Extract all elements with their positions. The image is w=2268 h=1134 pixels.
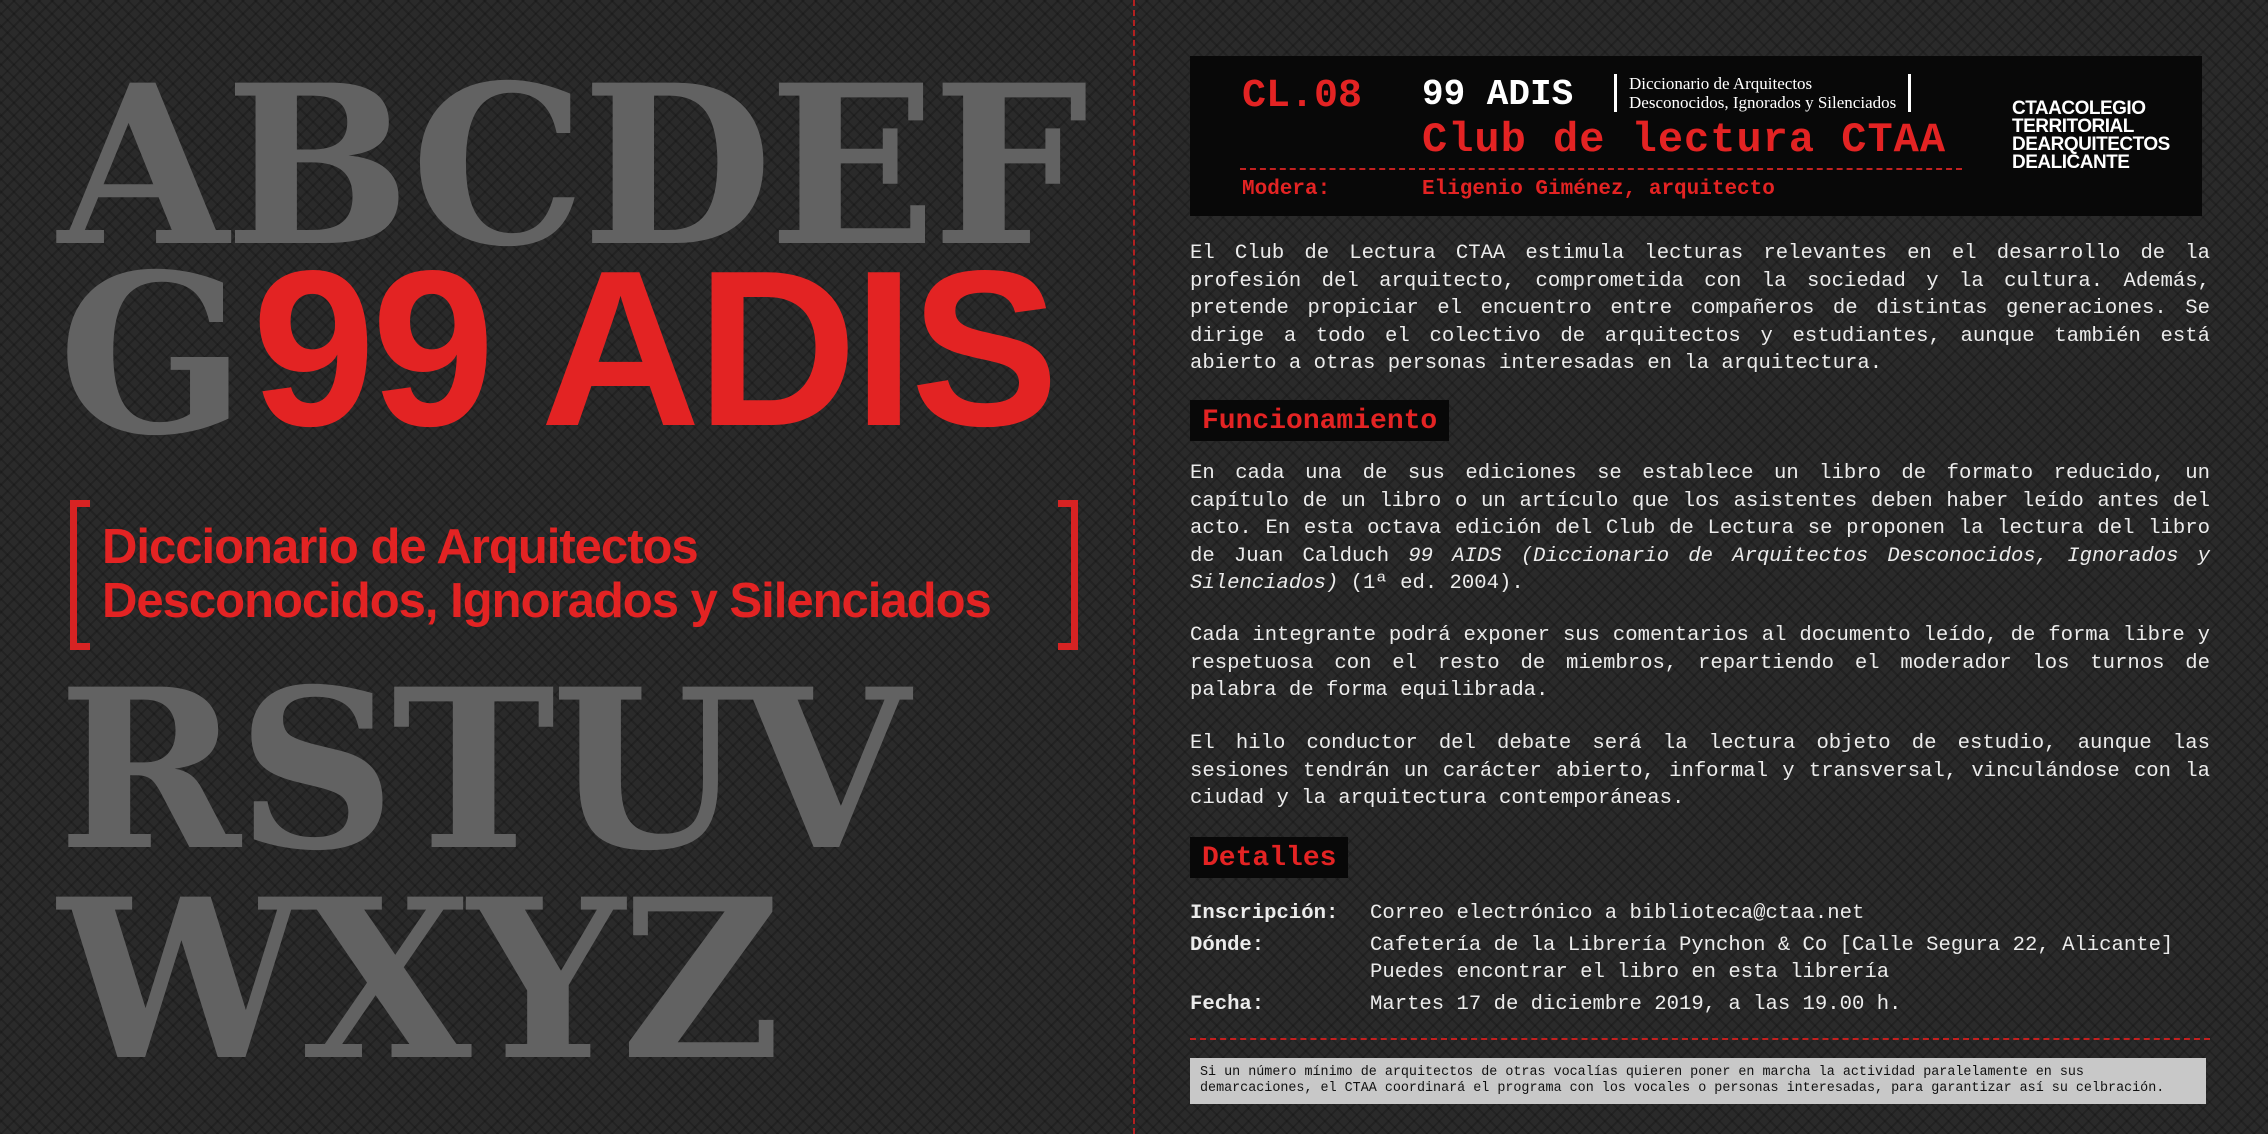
detail-value bbox=[1370, 932, 2210, 987]
book-title: 99 AIDS (Diccionario de Arquitectos Desconocidos, Ignorados y Silenciados) bbox=[1190, 544, 2211, 595]
detail-value: Martes 17 de diciembre 2019, a las 19.00 h. bbox=[1370, 992, 1902, 1016]
moderator-name: Eligenio Giménez, arquitecto bbox=[1422, 178, 1775, 201]
left-bracket bbox=[70, 500, 90, 650]
main-title: 99 ADIS bbox=[252, 225, 1055, 473]
footnote: Si un número mínimo de arquitectos de otras vocalías quieren poner en marcha la actividad paralelamente en sus demarcaciones, el CTAA coordinará el programa con los vocales o personas interesadas, para garantizar así su celbración. bbox=[1190, 1058, 2206, 1104]
session-code: CL.08 bbox=[1242, 74, 1363, 119]
logo-line-3: DEARQUITECTOS bbox=[2012, 134, 2170, 155]
section-heading-detalles: Detalles bbox=[1190, 837, 1348, 878]
ctaa-logo bbox=[2012, 100, 2170, 172]
alphabet-row-3: RSTUV bbox=[58, 640, 906, 899]
details-list bbox=[1190, 900, 2210, 1022]
logo-line-2: TERRITORIAL bbox=[2012, 116, 2134, 137]
intro-paragraph: El Club de Lectura CTAA estimula lecturas relevantes en el desarrollo de la profesión del arquitecto, comprometida con la sociedad y la cultura. Además, pretende propiciar el encuentro entre compañeros de distintas generaciones. Se dirige a todo el colectivo de arquitectos y estudiantes, aunque también está abierto a otras personas interesadas en la arquitectura. bbox=[1190, 242, 2210, 375]
footer-dashed-line bbox=[1190, 1038, 2210, 1040]
alphabet-row-1: ABCDEF bbox=[58, 36, 1085, 295]
header-title: 99 ADIS bbox=[1422, 74, 1574, 115]
func-paragraph-1 bbox=[1190, 460, 2210, 598]
moderator-label: Modera: bbox=[1242, 178, 1331, 201]
subtitle-line-2: Desconocidos, Ignorados y Silenciados bbox=[102, 574, 991, 628]
detail-value: Correo electrónico a biblioteca@ctaa.net bbox=[1370, 902, 1865, 925]
func-paragraph-3: El hilo conductor del debate será la lectura objeto de estudio, aunque las sesiones tendrán un carácter abierto, informal y transversal, vinculándose con la ciudad y la arquitectura contemporáneas. bbox=[1190, 732, 2210, 810]
header-dict-line-2: Desconocidos, Ignorados y Silenciados bbox=[1629, 93, 1897, 112]
detail-label: Dónde: bbox=[1190, 933, 1265, 957]
header-box bbox=[1190, 56, 2202, 216]
subtitle bbox=[102, 520, 991, 628]
detail-label: Fecha: bbox=[1190, 992, 1265, 1016]
section-heading-funcionamiento: Funcionamiento bbox=[1190, 400, 1449, 441]
detail-row-donde bbox=[1190, 932, 2210, 987]
club-title: Club de lectura CTAA bbox=[1422, 116, 1947, 164]
left-panel bbox=[0, 0, 1131, 1134]
right-bracket bbox=[1058, 500, 1078, 650]
logo-line-4: DEALICANTE bbox=[2012, 152, 2130, 173]
alphabet-row-2: G bbox=[58, 225, 242, 484]
logo-line-1: CTAACOLEGIO bbox=[2012, 98, 2146, 119]
alphabet-row-4: WXYZ bbox=[58, 850, 778, 1109]
func-paragraph-2: Cada integrante podrá exponer sus comentarios al documento leído, de forma libre y respetuosa con el resto de miembros, repartiendo el moderador los turnos de palabra de forma equilibrada. bbox=[1190, 624, 2210, 702]
header-dictionary bbox=[1614, 74, 1911, 112]
detail-row-fecha bbox=[1190, 991, 2210, 1019]
header-dict-line-1: Diccionario de Arquitectos bbox=[1629, 74, 1813, 93]
subtitle-line-1: Diccionario de Arquitectos bbox=[102, 520, 698, 574]
dashed-divider bbox=[1133, 0, 1135, 1134]
func-p1-text-b: (1ª ed. 2004). bbox=[1338, 572, 1524, 595]
subtitle-bracket bbox=[70, 500, 1078, 650]
detail-value-line-1: Cafetería de la Librería Pynchon & Co [Calle Segura 22, Alicante] bbox=[1370, 933, 2174, 957]
detail-value-line-2: Puedes encontrar el libro en esta librería bbox=[1370, 961, 1890, 984]
header-dashed-line bbox=[1240, 168, 1962, 170]
func-p1-text-a: En cada una de sus ediciones se establece un libro de formato reducido, un capítulo de un libro o un artículo que los asistentes deben haber leído antes del acto. En esta octava edición del Club de Lectura se proponen la lectura del libro de Juan Calduch bbox=[1190, 462, 2210, 568]
detail-label: Inscripción: bbox=[1190, 902, 1339, 925]
detail-row-inscripcion bbox=[1190, 900, 2210, 928]
